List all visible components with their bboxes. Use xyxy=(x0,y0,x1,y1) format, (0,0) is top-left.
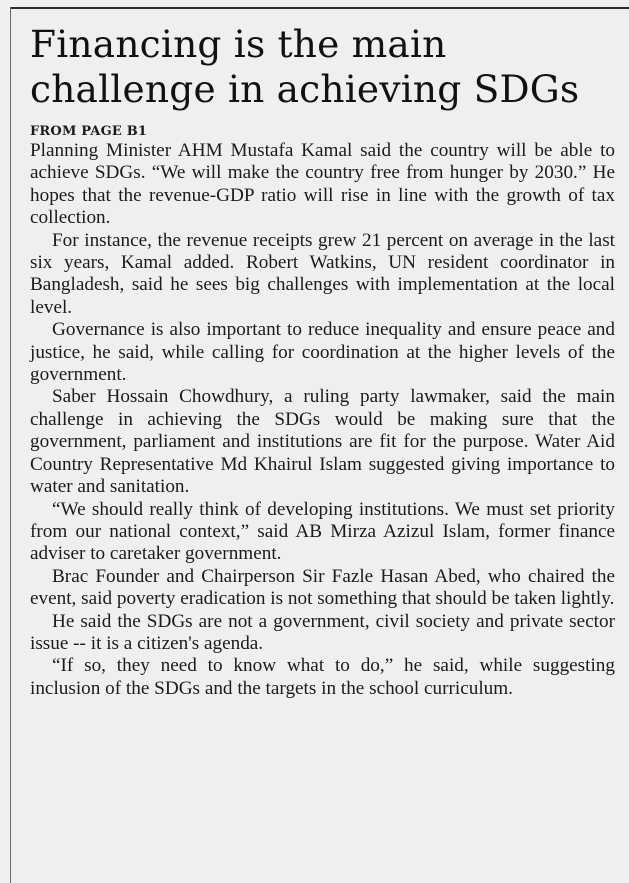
paragraph-7: He said the SDGs are not a government, civil society and private sector issue -- it is a citizen's agenda. xyxy=(30,610,615,654)
paragraph-1: Planning Minister AHM Mustafa Kamal said the country will be able to achieve SDGs. “We will make the country free from hunger by 2030.” He hopes that the revenue-GDP ratio will rise in line with the growth of tax collection. xyxy=(30,140,615,229)
paragraph-6: Brac Founder and Chairperson Sir Fazle Hasan Abed, who chaired the event, said poverty eradication is not something that should be taken lightly. xyxy=(30,565,615,610)
headline-line-1: Financing is the main xyxy=(30,22,447,66)
paragraph-8: “If so, they need to know what to do,” he said, while suggesting inclusion of the SDGs and the targets in the school curriculum. xyxy=(30,655,615,699)
article-body xyxy=(30,140,615,700)
headline xyxy=(30,22,615,112)
headline-line-2: challenge in achieving SDGs xyxy=(30,67,580,111)
paragraph-5: “We should really think of developing institutions. We must set priority from our national context,” said AB Mirza Azizul Islam, former finance adviser to caretaker government. xyxy=(30,498,615,565)
paragraph-3: Governance is also important to reduce inequality and ensure peace and justice, he said, while calling for coordination at the higher levels of the government. xyxy=(30,319,615,386)
left-rule xyxy=(10,7,11,883)
paragraph-4: Saber Hossain Chowdhury, a ruling party lawmaker, said the main challenge in achieving the SDGs would be making sure that the government, parliament and institutions are fit for the purpose. Water Aid Country Representative Md Khairul Islam suggested giving importance to water and sanitation. xyxy=(30,386,615,498)
paragraph-2: For instance, the revenue receipts grew 21 percent on average in the last six years, Kamal added. Robert Watkins, UN resident coordinator in Bangladesh, said he sees big challenges with implementation at the local level. xyxy=(30,229,615,318)
top-rule xyxy=(10,7,629,9)
dateline: FROM PAGE B1 xyxy=(30,124,148,139)
article-column xyxy=(30,22,615,700)
